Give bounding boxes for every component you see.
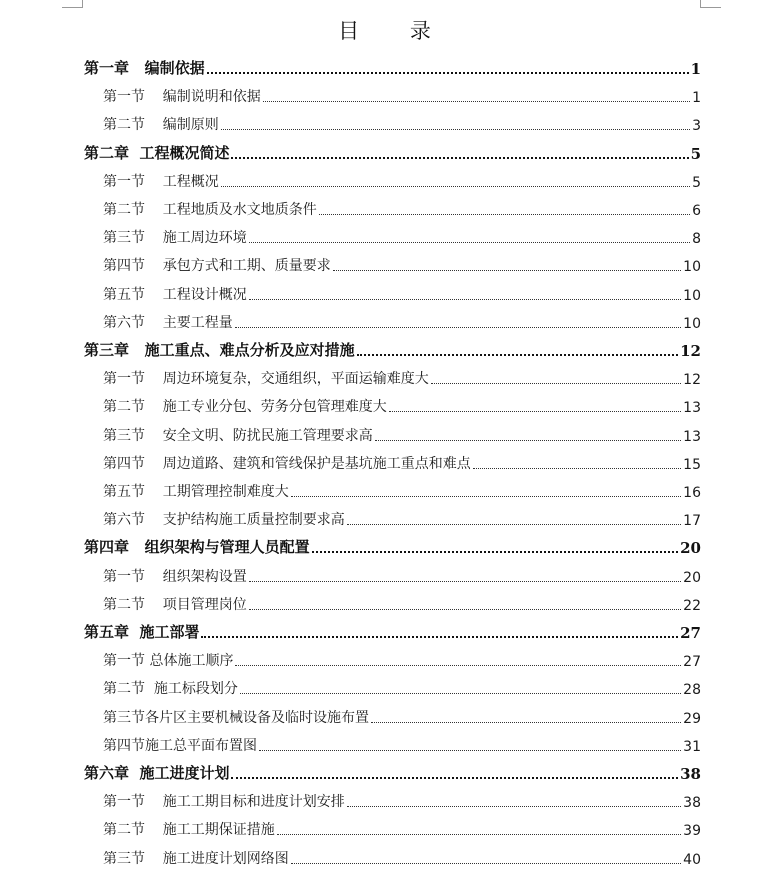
- dot-leader: [375, 440, 681, 441]
- toc-chapter-entry[interactable]: [84, 757, 701, 783]
- toc-section-entry[interactable]: [103, 278, 701, 304]
- toc-section-entry[interactable]: [103, 701, 701, 727]
- toc-section-entry[interactable]: [103, 644, 701, 670]
- dot-leader: [319, 214, 690, 215]
- toc-section-entry[interactable]: [103, 80, 701, 106]
- dot-leader: [231, 777, 678, 779]
- toc-entry-label: 第一节 总体施工顺序: [103, 653, 234, 670]
- toc-section-entry[interactable]: [103, 390, 701, 416]
- dot-leader: [259, 750, 681, 751]
- toc-chapter-entry[interactable]: [84, 137, 701, 163]
- dot-leader: [249, 242, 690, 243]
- toc-entry-label: 第六节 支护结构施工质量控制要求高: [103, 512, 345, 529]
- toc-entry-label: 第六节 主要工程量: [103, 314, 233, 331]
- toc-entry-page-number: 40: [683, 851, 701, 868]
- dot-leader: [312, 551, 678, 553]
- toc-entry-page-number: 5: [690, 144, 701, 163]
- toc-section-entry[interactable]: [103, 813, 701, 839]
- toc-section-entry[interactable]: [103, 249, 701, 275]
- toc-entry-page-number: 12: [680, 342, 701, 360]
- toc-chapter-entry[interactable]: [84, 616, 701, 642]
- toc-entry-page-number: 1: [692, 90, 701, 107]
- dot-leader: [431, 383, 681, 384]
- toc-entry-label: 第三章 施工重点、难点分析及应对措施: [84, 341, 355, 359]
- toc-entry-page-number: 13: [683, 428, 701, 445]
- toc-entry-label: 第五节 工程设计概况: [103, 286, 247, 303]
- dot-leader: [249, 581, 681, 582]
- dot-leader: [291, 863, 681, 864]
- dot-leader: [277, 834, 681, 835]
- toc-entry-page-number: 3: [692, 118, 701, 135]
- toc-entry-page-number: 20: [680, 539, 701, 558]
- toc-entry-page-number: 6: [692, 203, 701, 219]
- dot-leader: [201, 636, 678, 638]
- toc-section-entry[interactable]: [103, 588, 701, 614]
- toc-entry-label: 第二节 编制原则: [103, 117, 219, 134]
- toc-entry-label: 第四节施工总平面布置图: [103, 737, 257, 754]
- toc-section-entry[interactable]: [103, 108, 701, 134]
- toc-section-entry[interactable]: [103, 447, 701, 473]
- toc-entry-label: 第二节 工程地质及水文地质条件: [103, 202, 317, 218]
- toc-entry-label: 第一节 工程概况: [103, 173, 219, 190]
- dot-leader: [333, 270, 681, 271]
- toc-entry-label: 第二节 施工专业分包、劳务分包管理难度大: [103, 399, 387, 416]
- dot-leader: [389, 411, 681, 412]
- toc-chapter-entry[interactable]: [84, 52, 701, 78]
- toc-section-entry[interactable]: [103, 419, 701, 445]
- toc-entry-label: 第四节 周边道路、建筑和管线保护是基坑施工重点和难点: [103, 455, 471, 472]
- toc-entry-page-number: 38: [680, 765, 701, 783]
- toc-entry-page-number: 22: [683, 597, 701, 614]
- toc-section-entry[interactable]: [103, 560, 701, 586]
- toc-section-entry[interactable]: [103, 193, 701, 219]
- dot-leader: [263, 101, 690, 102]
- toc-entry-page-number: 5: [692, 174, 701, 191]
- toc-entry-label: 第一节 周边环境复杂，交通组织，平面运输难度大: [103, 371, 429, 388]
- dot-leader: [249, 609, 681, 610]
- toc-entry-label: 第四节 承包方式和工期、质量要求: [103, 258, 331, 275]
- toc-entry-label: 第一章 编制依据: [84, 59, 205, 77]
- toc-entry-label: 第三节 安全文明、防扰民施工管理要求高: [103, 427, 373, 444]
- page-corner-mark-left: [62, 0, 83, 8]
- toc-entry-page-number: 31: [683, 738, 701, 755]
- dot-leader: [357, 354, 678, 356]
- toc-entry-label: 第三节各片区主要机械设备及临时设施布置: [103, 709, 369, 726]
- toc-entry-page-number: 12: [683, 372, 701, 389]
- dot-leader: [235, 327, 681, 328]
- toc-section-entry[interactable]: [103, 842, 701, 868]
- toc-entry-page-number: 8: [692, 231, 701, 248]
- toc-section-entry[interactable]: [103, 362, 701, 388]
- toc-section-entry[interactable]: [103, 475, 701, 501]
- toc-entry-page-number: 17: [683, 513, 701, 530]
- dot-leader: [207, 72, 689, 74]
- toc-section-entry[interactable]: [103, 503, 701, 529]
- toc-entry-page-number: 39: [683, 823, 701, 840]
- toc-section-entry[interactable]: [103, 306, 701, 332]
- toc-section-entry[interactable]: [103, 165, 701, 191]
- page-corner-mark-right: [700, 0, 721, 8]
- dot-leader: [221, 186, 690, 187]
- dot-leader: [347, 806, 681, 807]
- toc-entry-label: 第六章 施工进度计划: [84, 764, 230, 782]
- dot-leader: [235, 665, 681, 666]
- toc-entry-label: 第四章 组织架构与管理人员配置: [84, 538, 310, 557]
- toc-entry-page-number: 20: [683, 569, 701, 586]
- toc-entry-label: 第二节 施工工期保证措施: [103, 822, 275, 839]
- toc-section-entry[interactable]: [103, 729, 701, 755]
- toc-entry-page-number: 15: [683, 456, 701, 473]
- toc-entry-page-number: 28: [683, 682, 701, 699]
- toc-entry-page-number: 29: [683, 710, 701, 727]
- dot-leader: [291, 496, 681, 497]
- toc-entry-label: 第五节 工期管理控制难度大: [103, 484, 289, 500]
- toc-section-entry[interactable]: [103, 672, 701, 698]
- dot-leader: [221, 129, 690, 130]
- toc-chapter-entry[interactable]: [84, 334, 701, 360]
- dot-leader: [231, 157, 688, 159]
- toc-entry-label: 第五章 施工部署: [84, 623, 200, 641]
- toc-entry-page-number: 10: [683, 287, 701, 304]
- toc-entry-label: 第一节 施工工期目标和进度计划安排: [103, 794, 345, 811]
- toc-section-entry[interactable]: [103, 221, 701, 247]
- toc-entry-page-number: 27: [680, 624, 701, 642]
- toc-entry-page-number: 10: [683, 259, 701, 276]
- toc-entry-page-number: 13: [683, 400, 701, 417]
- toc-section-entry[interactable]: [103, 785, 701, 811]
- toc-entry-label: 第一节 组织架构设置: [103, 568, 247, 585]
- toc-entry-page-number: 16: [683, 485, 701, 501]
- dot-leader: [473, 468, 681, 469]
- toc-entry-page-number: 38: [683, 795, 701, 812]
- toc-entry-label: 第三节 施工进度计划网络图: [103, 850, 289, 867]
- dot-leader: [240, 693, 681, 694]
- toc-entry-page-number: 27: [683, 654, 701, 671]
- toc-entry-page-number: 1: [690, 60, 701, 78]
- toc-entry-label: 第二节 施工标段划分: [103, 681, 238, 698]
- toc-entry-page-number: 10: [683, 315, 701, 332]
- toc-entry-label: 第二节 项目管理岗位: [103, 596, 247, 613]
- toc-entry-label: 第一节 编制说明和依据: [103, 89, 261, 106]
- dot-leader: [249, 299, 681, 300]
- toc-chapter-entry[interactable]: [84, 531, 701, 557]
- toc-entry-label: 第三节 施工周边环境: [103, 230, 247, 247]
- dot-leader: [347, 524, 681, 525]
- toc-title: 目 录: [338, 19, 453, 43]
- dot-leader: [371, 722, 681, 723]
- toc-entry-label: 第二章 工程概况简述: [84, 143, 230, 162]
